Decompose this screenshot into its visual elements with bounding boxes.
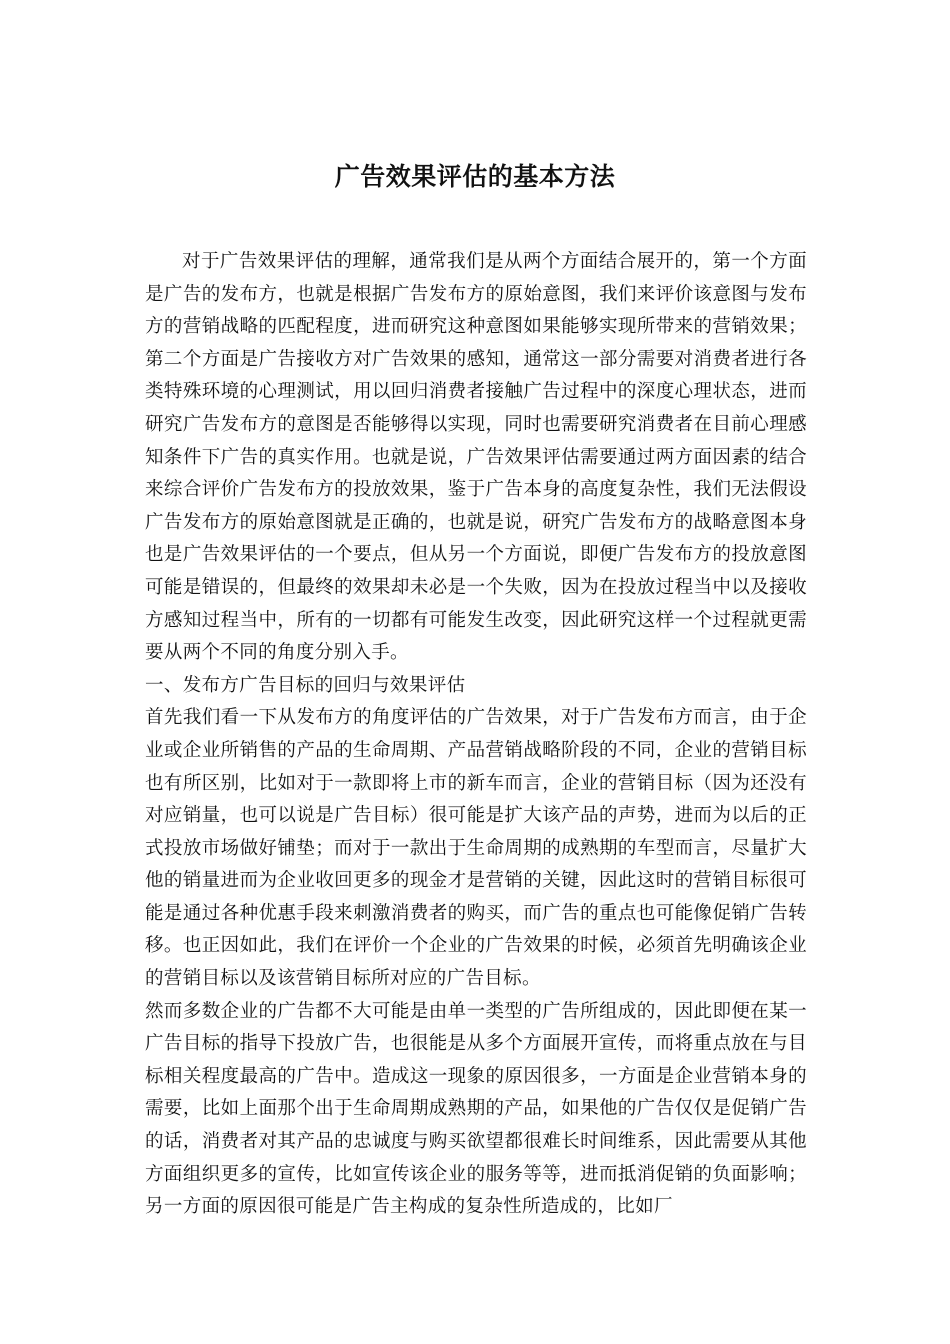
document-title: 广告效果评估的基本方法 (334, 162, 616, 191)
paragraph-intro: 对于广告效果评估的理解，通常我们是从两个方面结合展开的，第一个方面是广告的发布方，也就是根据广告发布方的原始意图，我们来评价该意图与发布方的营销战略的匹配程度，进而研究这种意图如果能够实现所带来的营销效果；第二个方面是广告接收方对广告效果的感知，通常这一部分需要对消费者进行各类特殊环境的心理测试，用以回归消费者接触广告过程中的深度心理状态，进而研究广告发布方的意图是否能够得以实现，同时也需要研究消费者在目前心理感知条件下广告的真实作用。也就是说，广告效果评估需要通过两方面因素的结合来综合评价广告发布方的投放效果，鉴于广告本身的高度复杂性，我们无法假设广告发布方的原始意图就是正确的，也就是说，研究广告发布方的战略意图本身也是广告效果评估的一个要点，但从另一个方面说，即便广告发布方的投放意图可能是错误的，但最终的效果却未必是一个失败，因为在投放过程当中以及接收方感知过程当中，所有的一切都有可能发生改变，因此研究这样一个过程就更需要从两个不同的角度分别入手。 (145, 251, 807, 664)
paragraph-publisher-view: 首先我们看一下从发布方的角度评估的广告效果，对于广告发布方而言，由于企业或企业所销售的产品的生命周期、产品营销战略阶段的不同，企业的营销目标也有所区别，比如对于一款即将上市的新车而言，企业的营销目标（因为还没有对应销量，也可以说是广告目标）很可能是扩大该产品的声势，进而为以后的正式投放市场做好铺垫；而对于一款出于生命周期的成熟期的车型而言，尽量扩大他的销量进而为企业收回更多的现金才是营销的关键，因此这时的营销目标很可能是通过各种优惠手段来刺激消费者的购买，而广告的重点也可能像促销广告转移。也正因如此，我们在评价一个企业的广告效果的时候，必须首先明确该企业的营销目标以及该营销目标所对应的广告目标。 (145, 707, 807, 990)
document-body (145, 246, 807, 1224)
paragraph-multiple-ads: 然而多数企业的广告都不大可能是由单一类型的广告所组成的，因此即便在某一广告目标的指导下投放广告，也很能是从多个方面展开宣传，而将重点放在与目标相关程度最高的广告中。造成这一现象的原因很多，一方面是企业营销本身的需要，比如上面那个出于生命周期成熟期的产品，如果他的广告仅仅是促销广告的话，消费者对其产品的忠诚度与购买欲望都很难长时间维系，因此需要从其他方面组织更多的宣传，比如宣传该企业的服务等等，进而抵消促销的负面影响；另一方面的原因很可能是广告主构成的复杂性所造成的，比如厂 (145, 1000, 807, 1218)
section-heading: 一、发布方广告目标的回归与效果评估 (145, 674, 466, 696)
